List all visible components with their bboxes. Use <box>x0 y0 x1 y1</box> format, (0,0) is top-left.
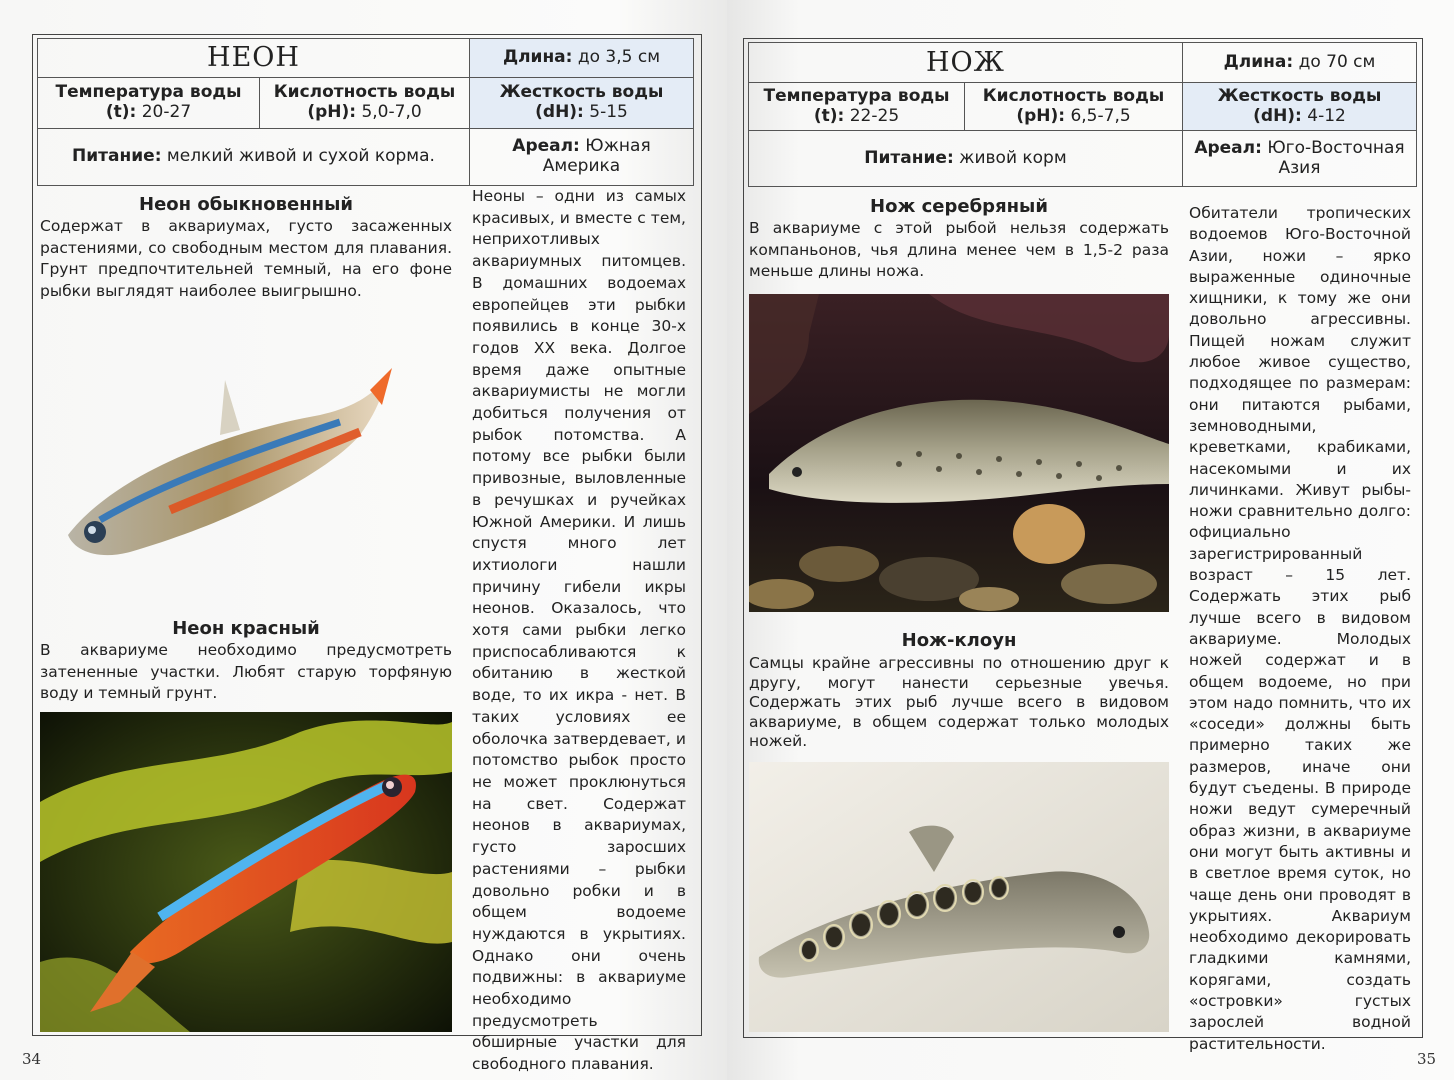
hardness-cell <box>470 77 694 128</box>
food-cell <box>749 131 1183 187</box>
food-label: Питание: <box>864 147 954 168</box>
acidity-cell <box>965 83 1183 131</box>
page-number: 34 <box>22 1050 42 1068</box>
temperature-unit: (t): <box>813 105 845 126</box>
area-value: Южная Америка <box>542 136 651 176</box>
hardness-unit: (dH): <box>1253 105 1302 126</box>
food-label: Питание: <box>72 146 162 167</box>
knife-silver-photo <box>749 294 1169 612</box>
section-heading-knife-silver: Нож серебряный <box>870 196 1048 217</box>
area-label: Ареал: <box>1194 137 1262 158</box>
area-value: Юго-Восточная Азия <box>1267 137 1405 178</box>
hardness-value: 4-12 <box>1307 105 1346 126</box>
temperature-value: 22-25 <box>849 105 900 126</box>
area-cell <box>470 128 694 185</box>
section-heading-knife-clown: Нож-клоун <box>901 630 1017 651</box>
section-heading-neon-red: Неон красный <box>172 618 320 639</box>
length-value: до 70 см <box>1298 51 1376 72</box>
acidity-label: Кислотность воды <box>273 82 456 103</box>
side-text-neon: Неоны – одни из самых красивых, и вместе с тем, неприхотливых аквариумных питомцев. В домашних водоемах европейцев эти рыбки появились в конце 30-х годов XX века. Долгое время даже опытные аквариумисты не могли добиться получения от рыбок потомства. А потому все рыбки были привозные, выловленные в речушках и ручейках Южной Америки. И лишь спустя много лет ихтиологи нашли причину гибели икры неонов. Оказалось, что хотя сами рыбки легко приспосабливаются к обитанию в жесткой воде, то их икра - нет. В таких условиях ее оболочка затвердевает, и потомство рыбок просто не может проклюнуться на свет. Содержат неонов в аквариумах, густо заросших растениями – рыбки довольно робки и в общем водоеме нуждаются в укрытиях. Однако они очень подвижны: в аквариуме необходимо предусмотреть обширные участки для свободного плавания. <box>472 187 686 1074</box>
length-value: до 3,5 см <box>577 47 661 68</box>
temperature-cell <box>38 77 260 128</box>
temperature-value: 20-27 <box>141 101 192 122</box>
length-label: Длина: <box>502 47 573 68</box>
acidity-unit: (pH): <box>1016 105 1066 126</box>
fact-table <box>748 42 1417 187</box>
temperature-unit: (t): <box>105 101 137 122</box>
length-cell <box>470 39 694 78</box>
neon-common-photo <box>40 360 452 600</box>
acidity-label: Кислотность воды <box>982 85 1165 106</box>
neon-red-photo <box>40 712 452 1032</box>
acidity-cell <box>260 77 470 128</box>
fact-table <box>37 38 694 186</box>
knife-clown-photo <box>749 762 1169 1032</box>
food-value: живой корм <box>959 147 1067 168</box>
area-label: Ареал: <box>512 136 580 157</box>
temperature-label: Температура воды <box>763 85 950 106</box>
section-text-knife-clown: Самцы крайне агрессивны по отношению друг к другу, могут нанести серьезные увечья. Содержать этих рыб лучше всего в видовом аквариуме, в общем содержат только молодых ножей. <box>749 654 1169 750</box>
area-cell <box>1183 131 1417 187</box>
hardness-cell <box>1183 83 1417 131</box>
food-value: мелкий живой и сухой корма. <box>166 146 435 167</box>
right-page <box>727 0 1454 1080</box>
section-text-neon-red: В аквариуме необходимо предусмотреть затененные участки. Любят старую торфяную воду и темный грунт. <box>40 641 452 702</box>
temperature-label: Температура воды <box>55 82 242 103</box>
food-cell <box>38 128 470 185</box>
hardness-label: Жесткость воды <box>499 82 664 103</box>
hardness-unit: (dH): <box>535 101 584 122</box>
acidity-value: 6,5-7,5 <box>1070 105 1131 126</box>
acidity-value: 5,0-7,0 <box>361 101 422 122</box>
side-text-knife: Обитатели тропических водоемов Юго-Восточной Азии, ножи – ярко выраженные одиночные хищники, к тому же они довольно агрессивны. Пищей ножам служит любое живое существо, подходящее по размерам: они питаются рыбами, земноводными, креветками, крабиками, насекомыми и их личинками. Живут рыбы-ножи сравнительно долго: официально зарегистрированный возраст – 15 лет. Содержать этих рыб лучше всего в видовом аквариуме. Молодых ножей содержат и в общем водоеме, но при этом надо помнить, что их «соседи» должны быть примерно таких же размеров, иначе они будут съедены. В природе ножи ведут сумеречный образ жизни, в аквариуме они могут быть активны и в светлое время суток, но чаще день они проводят в укрытиях. Аквариум необходимо декорировать гладкими камнями, корягами, создать «островки» густых зарослей водной растительности. <box>1189 204 1411 1053</box>
section-text-neon-common: Содержат в аквариумах, густо засаженных растениями, со свободным местом для плавания. Грунт предпочтительней темный, на его фоне рыбки выглядят наиболее выигрышно. <box>40 217 452 300</box>
species-title: НЕОН <box>38 39 470 78</box>
length-label: Длина: <box>1223 51 1294 72</box>
page-number: 35 <box>1417 1050 1437 1068</box>
length-cell <box>1183 43 1417 83</box>
temperature-cell <box>749 83 965 131</box>
section-heading-neon-common: Неон обыкновенный <box>139 194 353 215</box>
hardness-label: Жесткость воды <box>1217 85 1382 106</box>
species-title: НОЖ <box>749 43 1183 83</box>
hardness-value: 5-15 <box>589 101 628 122</box>
section-text-knife-silver: В аквариуме с этой рыбой нельзя содержать компаньонов, чья длина менее чем в 1,5-2 раза меньше длины ножа. <box>749 219 1169 280</box>
acidity-unit: (pH): <box>307 101 357 122</box>
